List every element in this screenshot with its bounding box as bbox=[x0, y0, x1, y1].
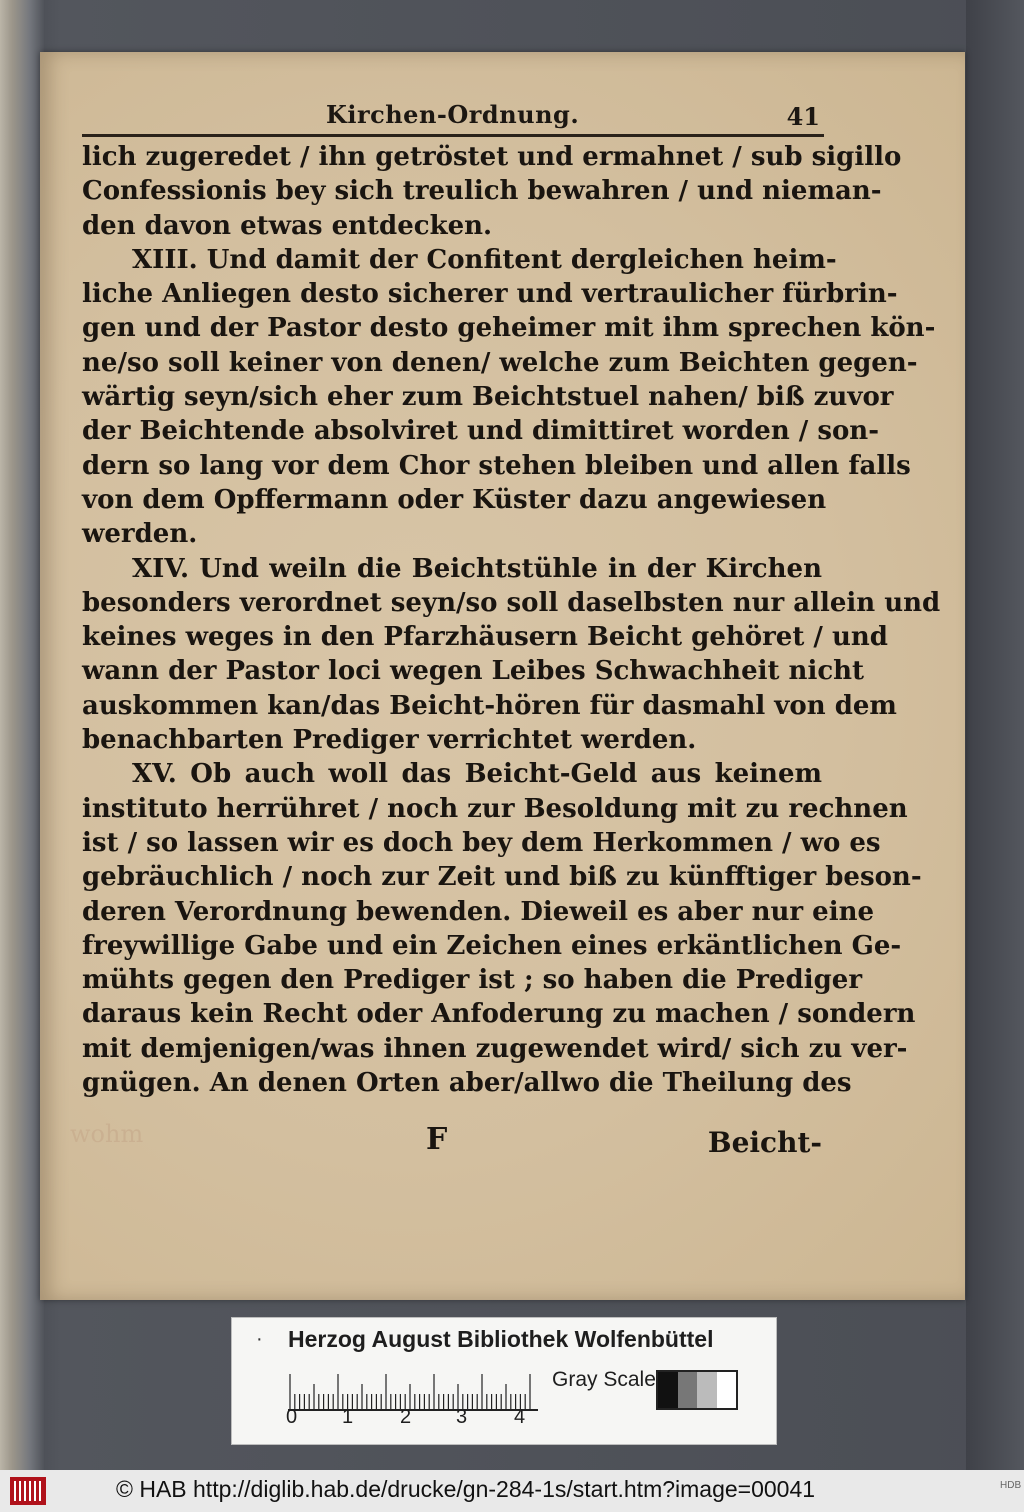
text-line: mit demjenigen/was ihnen zugewendet wird/ sich zu ver- bbox=[82, 1033, 908, 1064]
text-line: von dem Opffermann oder Küster dazu angewiesen bbox=[82, 484, 827, 515]
page-footer-line bbox=[82, 1120, 822, 1164]
text-line: freywillige Gabe und ein Zeichen eines erkäntlichen Ge- bbox=[82, 930, 902, 961]
text-line: werden. bbox=[82, 519, 198, 550]
text-line: Confessionis bey sich treulich bewahren / und nieman- bbox=[82, 176, 882, 207]
text-line: XV. Ob auch woll das Beicht-Geld aus keinem bbox=[132, 759, 822, 790]
text-line: der Beichtende absolviret und dimittiret worden / son- bbox=[82, 416, 879, 447]
ruler-numbers bbox=[286, 1406, 536, 1432]
ruler-number: 3 bbox=[456, 1406, 468, 1428]
running-head: Kirchen-Ordnung. bbox=[326, 100, 580, 129]
text-line: wann der Pastor loci wegen Leibes Schwachheit nicht bbox=[82, 656, 865, 687]
text-line: daraus kein Recht oder Anfoderung zu machen / sondern bbox=[82, 999, 916, 1030]
ruler-number: 1 bbox=[342, 1406, 354, 1428]
text-line: liche Anliegen desto sicherer und vertraulicher fürbrin- bbox=[82, 279, 898, 310]
bleed-through-text: wohm bbox=[70, 1120, 144, 1148]
body-text bbox=[82, 140, 941, 1100]
text-line: dern so lang vor dem Chor stehen bleiben und allen falls bbox=[82, 450, 911, 481]
gray-scale-swatch bbox=[656, 1370, 738, 1410]
text-line: auskommen kan/das Beicht-hören für dasmahl von dem bbox=[82, 690, 897, 721]
page-header bbox=[82, 100, 820, 134]
text-line: mühts gegen den Prediger ist ; so haben die Prediger bbox=[82, 965, 863, 996]
signature-mark: F bbox=[426, 1122, 448, 1157]
ruler-number: 4 bbox=[514, 1406, 526, 1428]
library-title: Herzog August Bibliothek Wolfenbüttel bbox=[288, 1326, 714, 1352]
text-line: wärtig seyn/sich eher zum Beichtstuel nahen/ biß zuvor bbox=[82, 382, 894, 413]
page-number: 41 bbox=[786, 102, 820, 131]
text-line: keines weges in den Pfarzhäusern Beicht gehöret / und bbox=[82, 622, 888, 653]
text-line: XIV. Und weiln die Beichtstühle in der Kirchen bbox=[132, 553, 822, 584]
text-line: XIII. Und damit der Confitent dergleichen heim- bbox=[132, 244, 837, 275]
header-rule bbox=[82, 134, 824, 137]
book-edge bbox=[0, 0, 44, 1470]
hab-logo-icon bbox=[10, 1477, 46, 1505]
footer-bar bbox=[0, 1470, 1024, 1512]
corner-tag: HDB bbox=[1000, 1480, 1022, 1491]
text-line: lich zugeredet / ihn getröstet und ermahnet / sub sigillo bbox=[82, 142, 902, 172]
ruler-number: 2 bbox=[400, 1406, 412, 1428]
text-line: gen und der Pastor desto geheimer mit ihm sprechen kön- bbox=[82, 313, 936, 344]
text-line: besonders verordnet seyn/so soll daselbsten nur allein und bbox=[82, 587, 941, 618]
text-line: deren Verordnung bewenden. Dieweil es aber nur eine bbox=[82, 896, 875, 927]
source-credit: © HAB http://diglib.hab.de/drucke/gn-284-1s/start.htm?image=00041 bbox=[116, 1476, 816, 1502]
right-scan-strip bbox=[966, 0, 1024, 1470]
gray-scale-label: Gray Scale bbox=[552, 1368, 656, 1391]
catchword: Beicht- bbox=[707, 1126, 822, 1159]
color-calibration-card bbox=[231, 1317, 777, 1445]
text-line: instituto herrühret / noch zur Besoldung mit zu rechnen bbox=[82, 793, 908, 824]
text-line: ist / so lassen wir es doch bey dem Herkommen / wo es bbox=[82, 827, 881, 858]
ruler-scale bbox=[288, 1370, 538, 1410]
ruler-number: 0 bbox=[286, 1406, 298, 1428]
text-line: gebräuchlich / noch zur Zeit und biß zu künfftiger beson- bbox=[82, 862, 922, 893]
text-line: ne/so soll keiner von denen/ welche zum Beichten gegen- bbox=[82, 347, 918, 378]
card-dot: · bbox=[256, 1328, 263, 1350]
text-line: benachbarten Prediger verrichtet werden. bbox=[82, 725, 697, 756]
text-line: gnügen. An denen Orten aber/allwo die Theilung des bbox=[82, 1068, 852, 1099]
text-line: den davon etwas entdecken. bbox=[82, 210, 493, 241]
